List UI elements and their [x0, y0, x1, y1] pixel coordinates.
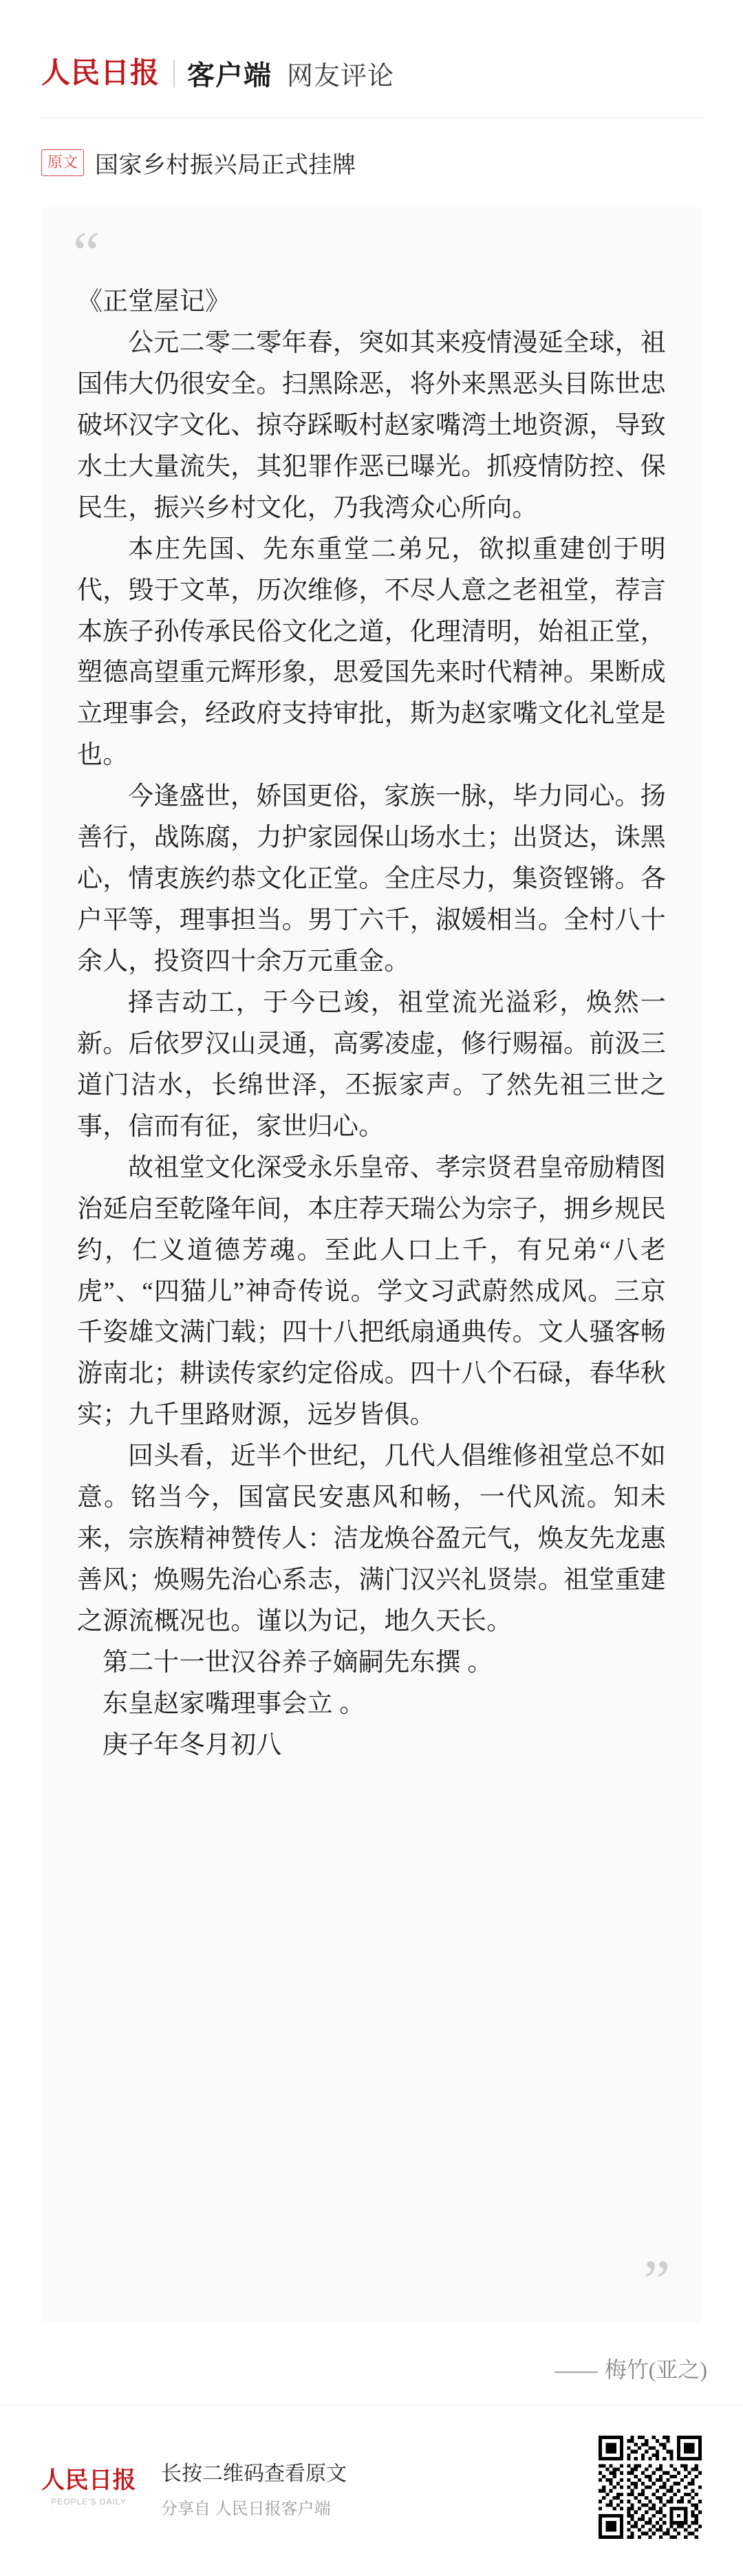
footer-left — [41, 2456, 347, 2519]
source-article-title[interactable]: 国家乡村振兴局正式挂牌 — [95, 152, 356, 178]
footer-logo-text-cn: 人民日报 — [41, 2467, 136, 2493]
quote-close-icon: ” — [643, 2248, 670, 2315]
logo-text: 人民日报 — [41, 57, 160, 89]
app-name-label: 客户端 — [187, 61, 272, 91]
signature-dash: —— — [554, 2357, 596, 2382]
article-paragraph: 回头看，近半个世纪，几代人倡维修祖堂总不如意。铭当今，国富民安惠风和畅，一代风流。知未来，宗族精神赞传人：洁龙焕谷盈元气，焕友先龙惠善风；焕赐先治心系志，满门汉兴礼贤崇。祖堂重建之源流概况也。谨以为记，地久天长。 — [77, 1442, 666, 1635]
footer-text — [161, 2456, 347, 2519]
header — [0, 0, 743, 93]
peoples-daily-logo — [41, 55, 160, 92]
article-closing-line: 庚子年冬月初八 — [103, 1730, 282, 1759]
quote-open-icon: “ — [73, 220, 100, 287]
header-divider — [173, 60, 175, 87]
signature-name: 梅竹(亚之) — [604, 2357, 707, 2382]
original-tag: 原文 — [41, 149, 84, 176]
article-paragraph: 今逢盛世，娇国更俗，家族一脉，毕力同心。扬善行，战陈腐，力护家园保山场水土；出贤达，诛黑心，情衷族约恭文化正堂。全庄尽力，集资铿锵。各户平等，理事担当。男丁六千，淑媛相当。全村八十余人，投资四十余万元重金。 — [77, 782, 666, 976]
section-name-label: 网友评论 — [287, 62, 395, 91]
qr-code-icon[interactable] — [599, 2436, 702, 2539]
footer-logo-text-en: PEOPLE'S DAILY — [51, 2496, 127, 2507]
article-card — [41, 207, 702, 2322]
article-paragraph: 公元二零二零年春，突如其来疫情漫延全球，祖国伟大仍很安全。扫黑除恶，将外来黑恶头目陈世忠破坏汉字文化、掠夺踩畈村赵家嘴湾土地资源，导致水土大量流失，其犯罪作恶已曝光。抓疫情防控、保民生，振兴乡村文化，乃我湾众心所向。 — [77, 328, 666, 522]
article-paragraph: 本庄先国、先东重堂二弟兄，欲拟重建创于明代，毁于文革，历次维修，不尽人意之老祖堂，荐言本族子孙传承民俗文化之道，化理清明，始祖正堂，塑德高望重元辉形象，思爱国先来时代精神。果断成立理事会，经政府支持审批，斯为赵家嘴文化礼堂是也。 — [77, 535, 666, 770]
article-closing-line: 第二十一世汉谷养子嫡嗣先东撰 。 — [103, 1648, 493, 1677]
article-paragraph: 故祖堂文化深受永乐皇帝、孝宗贤君皇帝励精图治延启至乾隆年间，本庄荐天瑞公为宗子，拥乡规民约，仁义道德芳魂。至此人口上千，有兄弟“八老虎”、“四猫儿”神奇传说。学文习武蔚然成风。三京千姿雄文满门载；四十八把纸扇通典传。文人骚客畅游南北；耕读传家约定俗成。四十八个石碌，春华秋实；九千里路财源，远岁皆俱。 — [77, 1153, 666, 1430]
signature — [0, 2352, 707, 2384]
footer-peoples-daily-logo — [41, 2469, 136, 2506]
article-title: 《正堂屋记》 — [77, 288, 231, 316]
footer-scan-hint: 长按二维码查看原文 — [161, 2462, 347, 2485]
footer — [0, 2405, 743, 2576]
source-row[interactable] — [41, 146, 702, 180]
article-body — [77, 281, 666, 1766]
article-paragraph: 择吉动工，于今已竣，祖堂流光溢彩，焕然一新。后依罗汉山灵通，高雾凌虚，修行赐福。前汲三道门洁水，长绵世泽，丕振家声。了然先祖三世之事，信而有征，家世归心。 — [77, 988, 666, 1141]
article-closing-line: 东皇赵家嘴理事会立 。 — [103, 1689, 365, 1718]
footer-share-source: 分享自 人民日报客户端 — [161, 2499, 331, 2518]
